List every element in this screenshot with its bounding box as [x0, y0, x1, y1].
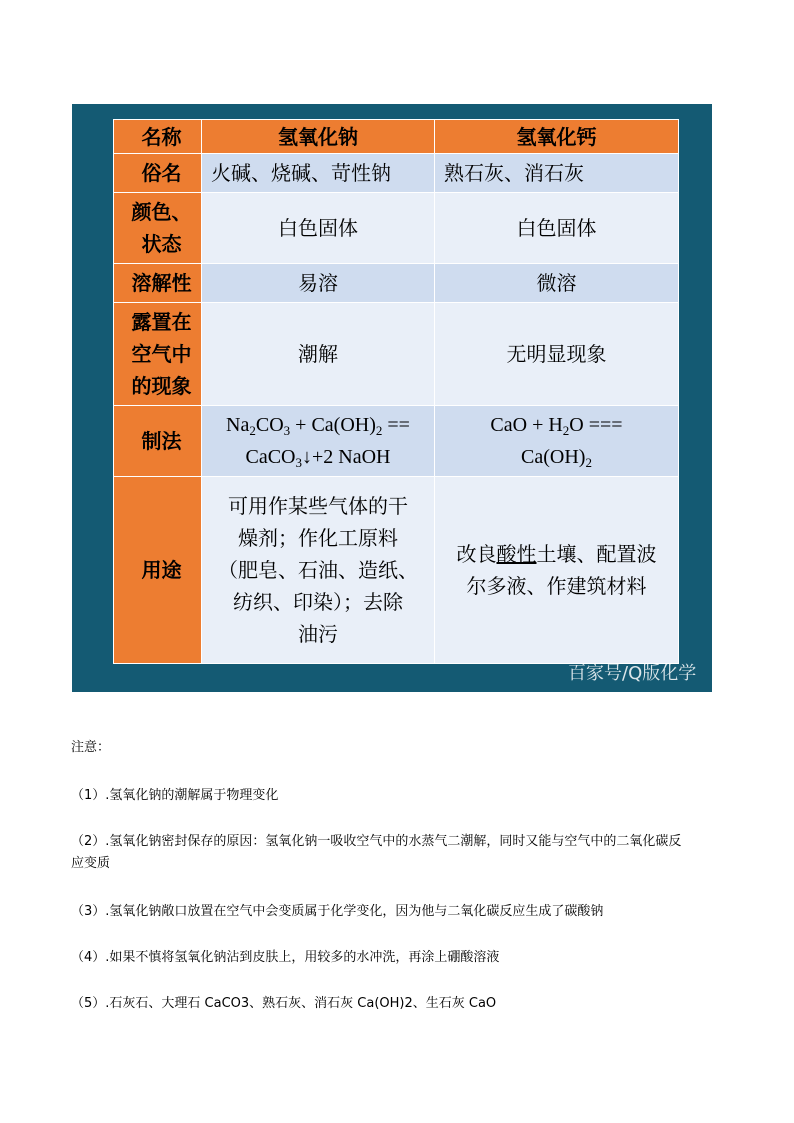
note-item: （3）.氢氧化钠敞口放置在空气中会变质属于化学变化，因为他与二氧化碳反应生成了碳酸钠: [71, 904, 604, 919]
note-item: （4）.如果不慎将氢氧化钠沾到皮肤上，用较多的水冲洗，再涂上硼酸溶液: [71, 950, 500, 965]
uses-line: 油污: [298, 622, 338, 646]
note-line: （2）.氢氧化钠密封保存的原因：氢氧化钠一吸收空气中的水蒸气二潮解，同时又能与空气中的二氧化碳反: [71, 834, 682, 849]
caoh-air-exposure: 无明显现象: [435, 303, 679, 406]
row-label-color-state: [114, 193, 202, 264]
table-row: [114, 477, 679, 664]
naoh-air-exposure: 潮解: [202, 303, 435, 406]
naoh-color-state: 白色固体: [202, 193, 435, 264]
equation-line: CaCO$_3$↓+2 NaOH: [245, 446, 391, 470]
naoh-preparation: [202, 406, 435, 477]
header-name-cell: 名称: [114, 120, 202, 154]
caoh-uses: [435, 477, 679, 664]
note-item: （1）.氢氧化钠的潮解属于物理变化: [71, 788, 279, 803]
row-label-line: 状态: [141, 232, 182, 256]
equation-line: $Na_2CO_3 + Ca(OH)_2$ ==: [226, 414, 410, 438]
table-row: [114, 303, 679, 406]
header-naoh-cell: 氢氧化钠: [202, 120, 435, 154]
table-row: [114, 406, 679, 477]
naoh-uses: [202, 477, 435, 664]
uses-line: 尔多液、作建筑材料: [466, 574, 647, 598]
row-label-line: 的现象: [131, 374, 192, 398]
row-label-air-exposure: [114, 303, 202, 406]
comparison-table: [113, 119, 679, 664]
watermark-text: 百家号/Q版化学: [568, 663, 697, 684]
table-row: [114, 193, 679, 264]
table-row: [114, 154, 679, 193]
notes-title: 注意：: [71, 740, 111, 755]
note-item: [71, 831, 681, 875]
note-line: 应变质: [71, 856, 111, 871]
row-label-line: 露置在: [131, 310, 192, 334]
caoh-preparation: [435, 406, 679, 477]
equation-line: CaO + $H_2O$ ===: [490, 414, 623, 438]
caoh-common-name: 熟石灰、消石灰: [435, 154, 679, 193]
comparison-panel: [72, 104, 712, 692]
caoh-solubility: 微溶: [435, 264, 679, 303]
row-label-line: 颜色、: [131, 200, 192, 224]
table-header-row: [114, 120, 679, 154]
equation-line: $Ca(OH)_2$: [521, 446, 592, 470]
row-label-preparation: 制法: [114, 406, 202, 477]
table-row: [114, 264, 679, 303]
uses-line: 燥剂；作化工原料: [238, 526, 398, 550]
naoh-solubility: 易溶: [202, 264, 435, 303]
row-label-line: 空气中: [131, 342, 192, 366]
caoh-color-state: 白色固体: [435, 193, 679, 264]
header-caoh-cell: 氢氧化钙: [435, 120, 679, 154]
row-label-common-name: 俗名: [114, 154, 202, 193]
note-item: （5）.石灰石、大理石 CaCO3、熟石灰、消石灰 Ca(OH)2、生石灰 CaO: [71, 996, 497, 1011]
naoh-common-name: 火碱、烧碱、苛性钠: [202, 154, 435, 193]
uses-line: 可用作某些气体的干: [228, 494, 408, 518]
uses-line: 纺织、印染）；去除: [233, 590, 403, 614]
row-label-uses: 用途: [114, 477, 202, 664]
uses-line: （肥皂、石油、造纸、: [218, 558, 418, 582]
row-label-solubility: 溶解性: [114, 264, 202, 303]
uses-line: 改良酸性土壤、配置波: [456, 542, 657, 566]
